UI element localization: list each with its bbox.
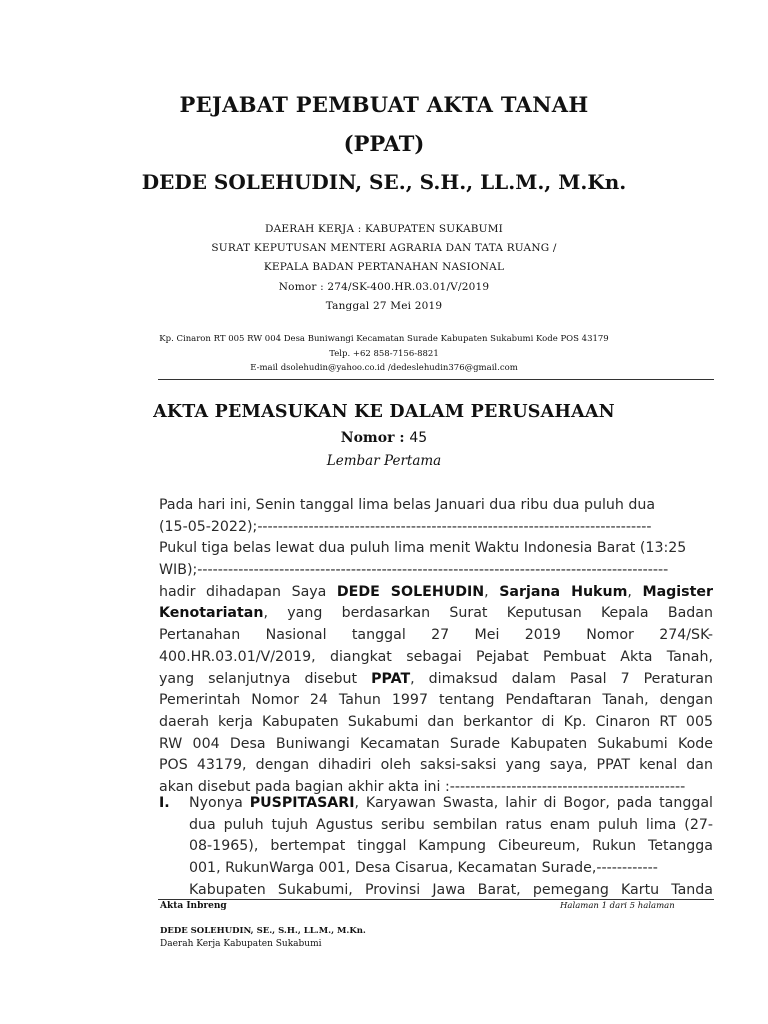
decree-line: SURAT KEPUTUSAN MENTERI AGRARIA DAN TATA RUANG / (211, 242, 557, 254)
official-name: DEDE SOLEHUDIN, SE., S.H., LL.M., M.Kn. (141, 170, 627, 194)
text-run: , (484, 583, 489, 600)
text-run: , (627, 583, 632, 600)
office-phone: Telp. +62 858-7156-8821 (329, 349, 439, 359)
filler-dashes: ------------ (596, 860, 658, 877)
body-line: dua puluh tujuh Agustus seribu sembilan ratus enam puluh lima (27- (189, 816, 713, 833)
body-line: Pukul tiga belas lewat dua puluh lima menit Waktu Indonesia Barat (13:25 (159, 540, 687, 557)
work-area-line: DAERAH KERJA : KABUPATEN SUKABUMI (264, 223, 504, 235)
body-line (189, 858, 713, 880)
office-address: Kp. Cinaron RT 005 RW 004 Desa Buniwangi Kecamatan Surade Kabupaten Sukabumi Kode POS 43179 (159, 334, 609, 344)
deed-number-label: Nomor : (340, 430, 405, 446)
decree-number-line: Nomor : 274/SK-400.HR.03.01/V/2019 (278, 281, 490, 293)
text-run: 001, RukunWarga 001, Desa Cisarua, Kecamatan Surade, (189, 860, 597, 877)
body-line: 08-1965), bertempat tinggal Kampung Cibeureum, Rukun Tetangga (189, 838, 713, 855)
filler-dashes: ----------------------------------------------------------------------------- (257, 518, 652, 535)
footer-work-area: Daerah Kerja Kabupaten Sukabumi (160, 939, 322, 949)
body-line: Pertanahan Nasional tanggal 27 Mei 2019 Nomor 274/SK- (159, 627, 713, 644)
body-line: Kabupaten Sukabumi, Provinsi Jawa Barat, pemegang Kartu Tanda (189, 881, 713, 898)
text-run: hadir dihadapan Saya (159, 583, 327, 600)
office-abbreviation: (PPAT) (343, 131, 425, 156)
office-email: E-mail dsolehudin@yahoo.co.id /dedeslehudin376@gmail.com (250, 363, 518, 373)
official-name-bold: DEDE SOLEHUDIN (336, 583, 485, 600)
degree-bold: Sarjana Hukum (499, 583, 628, 600)
body-line (159, 560, 713, 582)
footer-official-name: DEDE SOLEHUDIN, SE., S.H., LL.M., M.Kn. (160, 926, 366, 936)
deed-number (0, 430, 768, 446)
filler-dashes: ---------------------------------------------- (449, 778, 686, 795)
deed-sheet: Lembar Pertama (326, 453, 442, 469)
decree-date-line: Tanggal 27 Mei 2019 (325, 300, 443, 312)
body-line (159, 582, 713, 604)
body-line: RW 004 Desa Buniwangi Kecamatan Surade Kabupaten Sukabumi Kode (159, 735, 713, 752)
header-divider (158, 379, 714, 380)
deed-number-value: 45 (409, 430, 428, 446)
text-run: , yang berdasarkan Surat Keputusan Kepala Badan (263, 605, 713, 622)
text-run: yang selanjutnya disebut (159, 670, 358, 687)
body-line: Pemerintah Nomor 24 Tahun 1997 tentang Pendaftaran Tanah, dengan (159, 692, 713, 709)
body-line (159, 669, 713, 691)
deed-body (159, 495, 713, 799)
footer-deed-type: Akta Inbreng (160, 901, 227, 911)
filler-dashes: -------------------------------------------------------------------------------------------- (197, 562, 669, 579)
body-line: POS 43179, dengan dihadiri oleh saksi-saksi yang saya, PPAT kenal dan (159, 757, 713, 774)
body-line (159, 517, 713, 539)
degree-bold: Kenotariatan (159, 605, 264, 622)
item-marker: I. (159, 795, 170, 811)
deed-title: AKTA PEMASUKAN KE DALAM PERUSAHAAN (153, 402, 615, 422)
text-run: , dimaksud dalam Pasal 7 Peraturan (410, 670, 713, 687)
ppat-bold: PPAT (371, 670, 411, 687)
agency-line: KEPALA BADAN PERTANAHAN NASIONAL (263, 261, 505, 273)
text-run: , Karyawan Swasta, lahir di Bogor, pada tanggal (354, 795, 713, 811)
office-title: PEJABAT PEMBUAT AKTA TANAH (179, 92, 589, 117)
text-run: akan disebut pada bagian akhir akta ini : (159, 778, 450, 795)
party-name-bold: PUSPITASARI (249, 795, 355, 811)
body-line: daerah kerja Kabupaten Sukabumi dan berkantor di Kp. Cinaron RT 005 (159, 713, 713, 730)
footer-divider (158, 899, 714, 900)
body-line: 400.HR.03.01/V/2019, diangkat sebagai Pejabat Pembuat Akta Tanah, (159, 648, 713, 665)
degree-bold: Magister (642, 583, 713, 600)
body-line (189, 793, 713, 815)
date-text: (15-05-2022); (159, 518, 258, 535)
party-details (189, 793, 713, 901)
time-text: WIB); (159, 562, 198, 579)
body-line: Pada hari ini, Senin tanggal lima belas Januari dua ribu dua puluh dua (159, 497, 656, 513)
text-run: Nyonya (189, 795, 243, 811)
footer-page-count: Halaman 1 dari 5 halaman (560, 901, 675, 911)
body-line (159, 603, 713, 625)
party-item (159, 793, 713, 903)
